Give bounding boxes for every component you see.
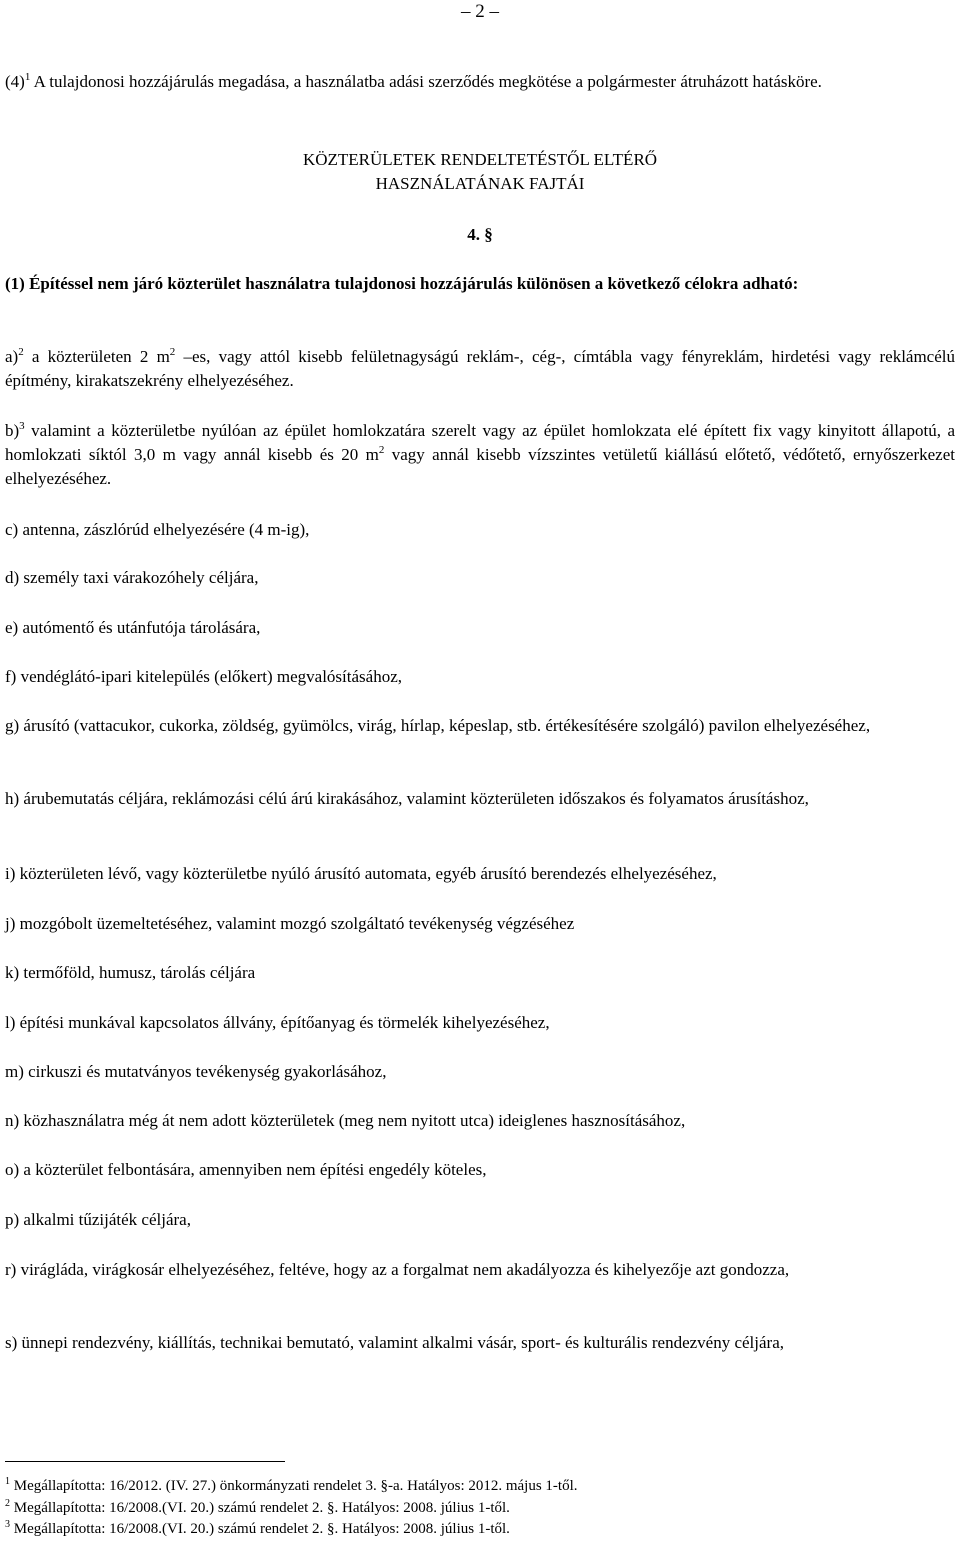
footnote-1 bbox=[5, 1476, 945, 1496]
footnote-ref-3: 3 bbox=[19, 420, 25, 432]
list-item-d: d) személy taxi várakozóhely céljára, bbox=[5, 568, 259, 587]
item-b-text-1: valamint a közterületbe nyúlóan az épület homlokzatára szerelt vagy az épület homlokzata elé épített fix vagy kinyitott állapotú, a homlokzati síktól 3,0 m vagy annál kisebb és 20 m bbox=[5, 421, 955, 464]
list-item-i: i) közterületen lévő, vagy közterületbe nyúló árusító automata, egyéb árusító berendezés elhelyezéséhez, bbox=[5, 864, 717, 883]
footnote-2-number: 2 bbox=[5, 1498, 10, 1509]
section-title-line-1: KÖZTERÜLETEK RENDELTETÉSTŐL ELTÉRŐ bbox=[302, 150, 658, 169]
footnote-2 bbox=[5, 1498, 945, 1518]
page-number: – 2 – bbox=[461, 1, 499, 22]
intro-number: (4) bbox=[5, 72, 25, 91]
footnote-1-number: 1 bbox=[5, 1476, 10, 1487]
section-title-line-2: HASZNÁLATÁNAK FAJTÁI bbox=[375, 174, 585, 193]
list-item-n: n) közhasználatra még át nem adott közterületek (meg nem nyitott utca) ideiglenes hasznosításához, bbox=[5, 1111, 686, 1130]
footnote-ref-2: 2 bbox=[18, 346, 24, 358]
list-item-h: h) árubemutatás céljára, reklámozási célú árú kirakásához, valamint közterületen időszakos és folyamatos árusításhoz, bbox=[5, 789, 809, 808]
footnote-2-text: Megállapította: 16/2008.(VI. 20.) számú rendelet 2. §. Hatályos: 2008. július 1-től. bbox=[10, 1500, 510, 1516]
footnote-3 bbox=[5, 1519, 945, 1539]
item-b bbox=[5, 419, 955, 491]
list-item-r: r) virágláda, virágkosár elhelyezéséhez, feltéve, hogy az a forgalmat nem akadályozza és kihelyezője azt gondozza, bbox=[5, 1260, 790, 1279]
item-b-label: b) bbox=[5, 421, 20, 440]
list-item-e: e) autómentő és utánfutója tárolására, bbox=[5, 618, 261, 637]
footnote-divider bbox=[5, 1461, 285, 1462]
list-item-l: l) építési munkával kapcsolatos állvány, építőanyag és törmelék kihelyezéséhez, bbox=[5, 1013, 550, 1032]
item-a-text-1: a közterületen 2 m bbox=[23, 347, 170, 366]
footnote-3-number: 3 bbox=[5, 1519, 10, 1530]
list-item-j: j) mozgóbolt üzemeltetéséhez, valamint mozgó szolgáltató tevékenység végzéséhez bbox=[5, 914, 575, 933]
item-a-text-2: –es, vagy attól kisebb felületnagyságú reklám-, cég-, címtábla vagy fényreklám, hirdetési vagy reklámcélú építmény, kirakatszekrény elhelyezéséhez. bbox=[5, 347, 955, 390]
intro-text: A tulajdonosi hozzájárulás megadása, a használatba adási szerződés megkötése a polgármester átruházott hatásköre. bbox=[30, 72, 822, 91]
footnote-3-text: Megállapította: 16/2008.(VI. 20.) számú rendelet 2. §. Hatályos: 2008. július 1-től. bbox=[10, 1521, 510, 1537]
list-item-g: g) árusító (vattacukor, cukorka, zöldség, gyümölcs, virág, hírlap, képeslap, stb. értékesítésére szolgáló) pavilon elhelyezéséhez, bbox=[5, 716, 871, 735]
footnote-ref-1: 1 bbox=[24, 71, 31, 83]
list-item-m: m) cirkuszi és mutatványos tevékenység gyakorlásához, bbox=[5, 1062, 387, 1081]
list-item-p: p) alkalmi tűzijáték céljára, bbox=[5, 1210, 191, 1229]
list-item-s: s) ünnepi rendezvény, kiállítás, technikai bemutató, valamint alkalmi vásár, sport- és kulturális rendezvény céljára, bbox=[5, 1333, 784, 1352]
list-item-o: o) a közterület felbontására, amennyiben nem építési engedély köteles, bbox=[5, 1160, 487, 1179]
list-item-f: f) vendéglátó-ipari kitelepülés (előkert) megvalósításához, bbox=[5, 667, 402, 686]
intro-paragraph bbox=[5, 70, 955, 94]
item-a bbox=[5, 345, 955, 393]
footnote-1-text: Megállapította: 16/2012. (IV. 27.) önkormányzati rendelet 3. §-a. Hatályos: 2012. május 1-től. bbox=[10, 1478, 578, 1494]
list-item-c: c) antenna, zászlórúd elhelyezésére (4 m-ig), bbox=[5, 520, 310, 539]
square-exponent: 2 bbox=[378, 444, 385, 456]
list-item-k: k) termőföld, humusz, tárolás céljára bbox=[5, 963, 256, 982]
paragraph-mark: 4. § bbox=[467, 225, 493, 244]
square-exponent: 2 bbox=[169, 346, 176, 358]
item-b-text-2: vagy annál kisebb vízszintes vetületű kiállású előtető, védőtető, ernyőszerkezet elhelyezéséhez. bbox=[5, 445, 955, 488]
item-a-label: a) bbox=[5, 347, 19, 366]
lead-paragraph: (1) Építéssel nem járó közterület használatra tulajdonosi hozzájárulás különösen a következő célokra adható: bbox=[5, 274, 799, 293]
